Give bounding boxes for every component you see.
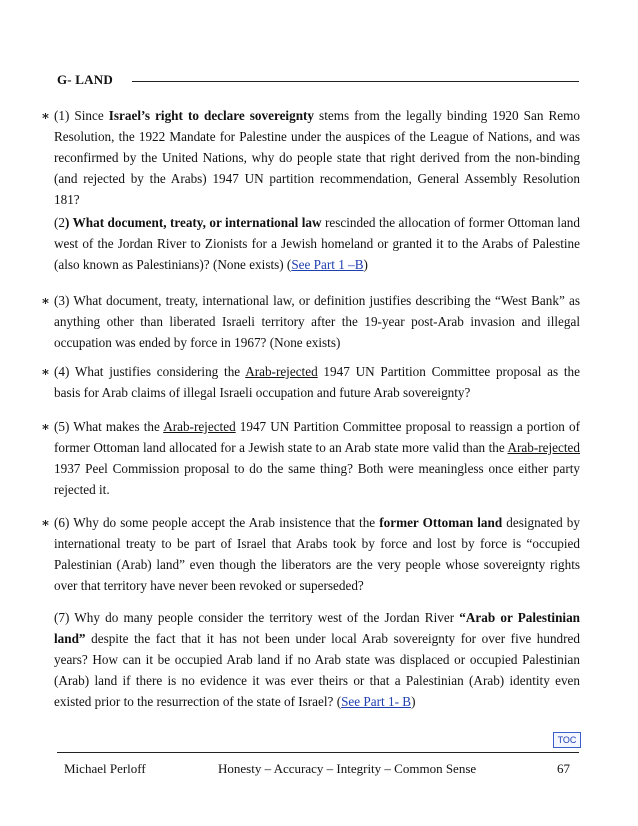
question-6 — [41, 512, 580, 596]
footer-author: Michael Perloff — [64, 761, 146, 776]
question-3 — [41, 290, 580, 353]
q7-text-a: (7) Why do many people consider the territory west of the Jordan River — [54, 610, 460, 625]
q2-text-d: ) — [363, 257, 368, 272]
footer-motto: Honesty – Accuracy – Integrity – Common Sense — [218, 761, 477, 776]
q4-text-a: (4) What justifies considering the — [54, 364, 246, 379]
q4-text-c: 1947 UN Partition Committee proposal as the basis for Arab claims of illegal Israeli occupation and future Arab sovereignty? — [54, 364, 580, 400]
q1-text-c: stems from the legally binding 1920 San Remo Resolution, the 1922 Mandate for Palestine under the auspices of the League of Nations, and was reconfirmed by the United Nations, why do people state that right derived from the non-binding (and rejected by the Arabs) 1947 UN partition recommendation, General Assembly Resolution 181? — [54, 108, 580, 207]
q1-bold: Israel’s right to declare sovereignty — [108, 108, 315, 123]
question-4 — [41, 361, 580, 403]
q6-text-c: designated by international treaty to be part of Israel that Arabs took by force and lost by force is “occupied Palestinian (Arab) land” even though the liberators are the very people whose sovereignty rights over that territory have never been revoked or superseded? — [54, 515, 580, 593]
asterisk-icon: ∗ — [41, 364, 50, 379]
q6-bold: former Ottoman land — [379, 515, 503, 530]
q7-text-c: despite the fact that it has not been under local Arab sovereignty for over five hundred years? How can it be occupied Arab land if no Arab state was displaced or occupied Palestinian (Arab) land if there is no evidence it was ever theirs or that a Palestinian (Arab) identity even existed prior to the resurrection of the state of Israel? ( — [54, 631, 580, 709]
q5-text-c: 1947 UN Partition Committee proposal to reassign a portion of former Ottoman land allocated for a Jewish state to an Arab state more valid than the — [54, 419, 580, 455]
question-1 — [41, 105, 580, 210]
footer-rule — [57, 752, 579, 753]
q5-underlined-1: Arab-rejected — [163, 419, 236, 434]
q2-text-a: (2 — [54, 215, 65, 230]
q5-text-a: (5) What makes the — [54, 419, 164, 434]
question-7 — [54, 607, 580, 712]
asterisk-icon: ∗ — [41, 515, 50, 530]
q7-see-part-link[interactable]: See Part 1- B — [341, 694, 412, 709]
toc-button[interactable]: TOC — [553, 732, 581, 748]
page-number: 67 — [557, 761, 570, 776]
section-heading — [57, 72, 579, 90]
q2-see-part-link[interactable]: See Part 1 –B — [291, 257, 364, 272]
asterisk-icon: ∗ — [41, 108, 50, 123]
question-2 — [54, 212, 580, 275]
q7-text-d: ) — [411, 694, 416, 709]
asterisk-icon: ∗ — [41, 419, 50, 434]
section-title: G- LAND — [57, 72, 119, 88]
q5-text-d: 1937 Peel Commission proposal to do the same thing? Both were meaningless once either party rejected it. — [54, 461, 580, 497]
q2-text-c: rescinded the allocation of former Ottoman land west of the Jordan River to Zionists for a Jewish homeland or granted it to the Arabs of Palestine (also known as Palestinians)? (None exists) ( — [54, 215, 580, 272]
heading-rule — [132, 81, 579, 82]
q4-underlined: Arab-rejected — [245, 364, 318, 379]
q7-bold: “Arab or Palestinian land” — [54, 610, 580, 646]
q5-underlined-2: Arab-rejected — [507, 440, 580, 455]
q2-bold: ) What document, treaty, or international law — [65, 215, 322, 230]
question-5 — [41, 416, 580, 500]
asterisk-icon: ∗ — [41, 293, 50, 308]
q6-text-a: (6) Why do some people accept the Arab insistence that the — [54, 515, 380, 530]
q3-text: (3) What document, treaty, international law, or definition justifies describing the “West Bank” as anything other than liberated Israeli territory after the 19-year post-Arab invasion and illegal occupation was ended by force in 1967? (None exists) — [54, 293, 580, 350]
q1-text-a: (1) Since — [54, 108, 109, 123]
